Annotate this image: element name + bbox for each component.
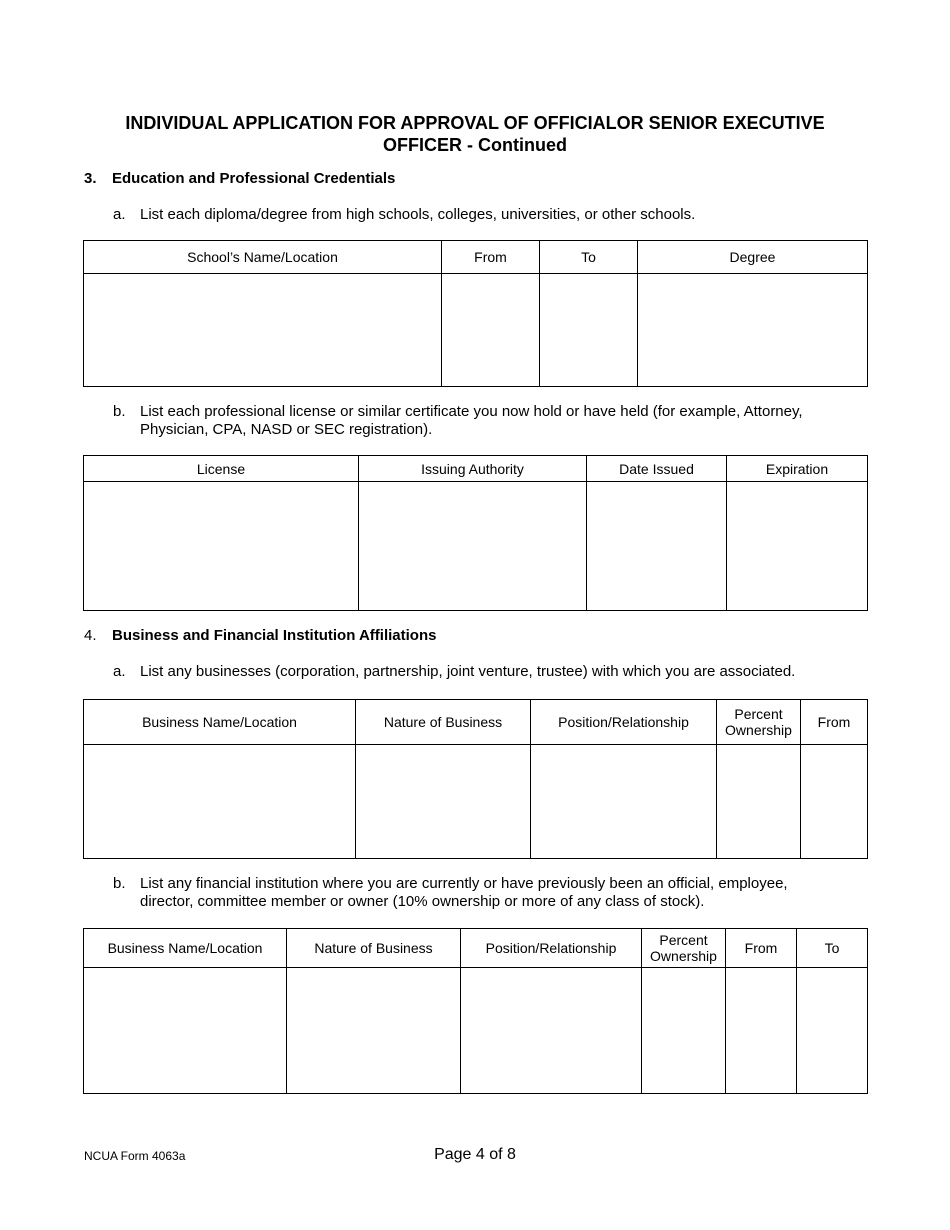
col-percent-ownership: Percent Ownership [642, 929, 726, 968]
item-text: List each diploma/degree from high schools, colleges, universities, or other schools. [140, 206, 696, 223]
col-business-name: Business Name/Location [84, 929, 287, 968]
col-from: From [726, 929, 797, 968]
section-number: 3. [84, 170, 97, 187]
col-business-name: Business Name/Location [84, 700, 356, 745]
issuing-authority-cell[interactable] [359, 482, 587, 611]
date-issued-cell[interactable] [587, 482, 727, 611]
item-letter: b. [113, 403, 126, 420]
page-title [100, 112, 850, 156]
item-letter: a. [113, 206, 126, 223]
col-from: From [442, 241, 540, 274]
business-table [83, 699, 868, 859]
col-to: To [540, 241, 638, 274]
business-name-cell[interactable] [84, 968, 287, 1094]
financial-institution-table [83, 928, 868, 1094]
business-name-cell[interactable] [84, 745, 356, 859]
col-position-relationship: Position/Relationship [531, 700, 717, 745]
col-issuing-authority: Issuing Authority [359, 456, 587, 482]
col-nature-of-business: Nature of Business [287, 929, 461, 968]
col-to: To [797, 929, 868, 968]
page-number: Page 4 of 8 [434, 1146, 516, 1163]
from-cell[interactable] [726, 968, 797, 1094]
col-from: From [801, 700, 868, 745]
from-cell[interactable] [801, 745, 868, 859]
table-row [84, 968, 868, 1094]
col-school-name: School’s Name/Location [84, 241, 442, 274]
col-license: License [84, 456, 359, 482]
section-title: Education and Professional Credentials [112, 170, 396, 187]
to-cell[interactable] [540, 274, 638, 387]
school-name-cell[interactable] [84, 274, 442, 387]
nature-of-business-cell[interactable] [356, 745, 531, 859]
col-nature-of-business: Nature of Business [356, 700, 531, 745]
section-number: 4. [84, 627, 97, 644]
form-id: NCUA Form 4063a [84, 1149, 186, 1163]
title-line-2: OFFICER - Continued [383, 135, 567, 155]
section-title: Business and Financial Institution Affiliations [112, 627, 437, 644]
item-letter: a. [113, 663, 126, 680]
col-expiration: Expiration [727, 456, 868, 482]
nature-of-business-cell[interactable] [287, 968, 461, 1094]
percent-ownership-cell[interactable] [642, 968, 726, 1094]
to-cell[interactable] [797, 968, 868, 1094]
from-cell[interactable] [442, 274, 540, 387]
percent-ownership-cell[interactable] [717, 745, 801, 859]
item-letter: b. [113, 875, 126, 892]
position-relationship-cell[interactable] [531, 745, 717, 859]
expiration-cell[interactable] [727, 482, 868, 611]
title-line-1: INDIVIDUAL APPLICATION FOR APPROVAL OF OFFICIALOR SENIOR EXECUTIVE [125, 113, 825, 133]
item-text: List any financial institution where you are currently or have previously been an official, employee, director, committee member or owner (10% ownership or more of any class of stock). [140, 875, 788, 910]
table-row [84, 482, 868, 611]
degree-cell[interactable] [638, 274, 868, 387]
license-table [83, 455, 868, 611]
col-percent-ownership: Percent Ownership [717, 700, 801, 745]
col-date-issued: Date Issued [587, 456, 727, 482]
position-relationship-cell[interactable] [461, 968, 642, 1094]
item-text: List each professional license or similar certificate you now hold or have held (for example, Attorney, Physician, CPA, NASD or SEC registration). [140, 403, 803, 438]
col-degree: Degree [638, 241, 868, 274]
table-row [84, 274, 868, 387]
table-row [84, 745, 868, 859]
item-text: List any businesses (corporation, partnership, joint venture, trustee) with which you are associated. [140, 663, 796, 680]
license-cell[interactable] [84, 482, 359, 611]
col-position-relationship: Position/Relationship [461, 929, 642, 968]
education-table [83, 240, 868, 387]
